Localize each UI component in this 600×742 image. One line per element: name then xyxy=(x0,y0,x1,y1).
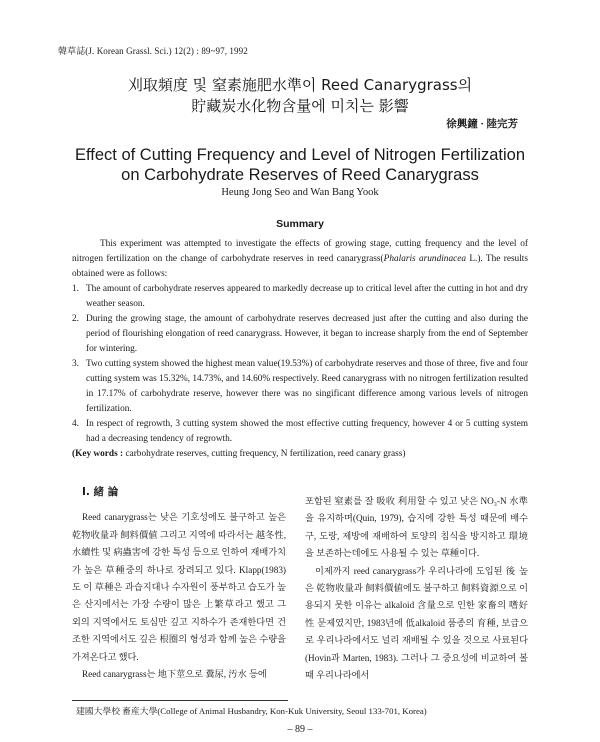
korean-authors: 徐興鐘 · 陸完芳 xyxy=(446,119,518,130)
keywords-label: (Key words : xyxy=(72,449,124,459)
species-name: Phalaris arundinacea xyxy=(383,254,466,264)
item-text: During the growing stage, the amount of carbohydrate reserves decreased just after the cutting and also during the period of flourishing elongation of reed canarygrass. However, it began to increase sharply from the end of September for wintering. xyxy=(86,314,528,354)
english-title-line-2: on Carbohydrate Reserves of Reed Canarygrass xyxy=(121,166,479,184)
keywords-text: carbohydrate reserves, cutting frequency, N fertilization, reed canary grass) xyxy=(123,449,406,459)
summary-intro-end: L.). The results obtained were as follows: xyxy=(72,254,528,279)
item-text: In respect of regrowth, 3 cutting system showed the most effective cutting frequency, however 4 or 5 cutting system had a decreasing tendency of regrowth. xyxy=(86,419,528,444)
summary-intro xyxy=(72,237,528,282)
body-left-column xyxy=(72,484,286,683)
keywords xyxy=(72,447,528,462)
body-right-column xyxy=(305,493,528,684)
item-number: 1. xyxy=(72,284,79,294)
section-heading-introduction: Ⅰ. 緒 論 xyxy=(82,486,119,498)
page-number: – 89 – xyxy=(287,724,313,735)
item-number: 2. xyxy=(72,314,79,324)
english-title-line-1: Effect of Cutting Frequency and Level of Nitrogen Fertilization xyxy=(74,146,526,164)
right-paragraph-2: 이제까지 reed canarygrass가 우리나라에 도입된 後 높은 乾物收量과 飼料價値에도 불구하고 飼料資源으로 이용되지 못한 이유는 alkaloid 含量으로 인한 家畜의 嗜好性 문제였지만, 1983년에 低alkaloid 품종의 育種, 보급으로 우리나라에서도 널리 재배될 수 있을 것으로 사료된다(Hovin과 Marten, 1983). 그러나 그 중요성에 비교하여 볼 때 우리나라에서 xyxy=(305,565,528,681)
summary-intro-text: This experiment was attempted to investigate the effects of growing stage, cutting frequency and the level of nitrogen fertilization on the change of carbohydrate reserves in reed canarygrass( xyxy=(72,239,528,264)
summary-item-2 xyxy=(72,312,528,357)
footnote-rule xyxy=(72,700,288,701)
korean-title-line-2: 貯藏炭水化物含量에 미치는 影響 xyxy=(191,97,409,115)
left-paragraph-1: Reed canarygrass는 낮은 기호성에도 불구하고 높은 乾物收量과 飼料價値 그리고 지역에 따라서는 越冬性, 水續性 및 病蟲害에 강한 특성 등으로 인하여 재배가치가 높은 草種중의 하나로 장려되고 있다. Klapp(1983)도 이 草種은 과습지대나 수자원이 풍부하고 습도가 높은 산지에서는 가장 수량이 많은 上繁草라고 했고 그 외의 지역에서도 토심만 깊고 지하수가 존재한다면 건조한 지역에서도 깊은 根圈의 형성과 함께 높은 수량을 가져온다고 했다. xyxy=(72,512,286,662)
item-text: The amount of carbohydrate reserves appeared to markedly decrease up to critical level after the cutting in hot and dry weather season. xyxy=(86,284,528,309)
english-authors: Heung Jong Seo and Wan Bang Yook xyxy=(221,187,379,198)
footnote-affiliation: 建國大學校 畜産大學(College of Animal Husbandry, Kon-Kuk University, Seoul 133-701, Korea) xyxy=(76,706,427,716)
journal-citation: 韓草誌(J. Korean Grassl. Sci.) 12(2) : 89~97, 1992 xyxy=(58,46,248,56)
korean-title-line-1: 刈取頻度 및 窒素施肥水準이 Reed Canarygrass의 xyxy=(127,76,473,94)
item-number: 3. xyxy=(72,359,79,369)
summary-item-1 xyxy=(72,282,528,312)
right-paragraph-1: 포함된 窒素를 잘 吸收 利用할 수 있고 낮은 NO₃-N 水準을 유지하며(Quin, 1979), 습지에 강한 특성 때문에 배수구, 도랑, 제방에 재배하여 토양의 침식을 방지하고 環境을 보존하는데에도 사용될 수 있는 草種이다. xyxy=(305,496,528,559)
item-number: 4. xyxy=(72,419,79,429)
summary-item-4 xyxy=(72,417,528,447)
summary-abstract xyxy=(72,237,528,462)
item-text: Two cutting system showed the highest mean value(19.53%) of carbohydrate reserves and those of three, five and four cutting system was 15.32%, 14.73%, and 14.60% respectively. Reed canarygrass with no nitrogen fertilization resulted in 17.17% of carbohydrate reserve, however there was no singificant difference among various levels of nitrogen fertilization. xyxy=(86,359,528,414)
summary-item-3 xyxy=(72,357,528,417)
summary-heading: Summary xyxy=(276,218,324,230)
left-paragraph-2: Reed canarygrass는 地下莖으로 糞尿, 汚水 등에 xyxy=(82,669,267,680)
